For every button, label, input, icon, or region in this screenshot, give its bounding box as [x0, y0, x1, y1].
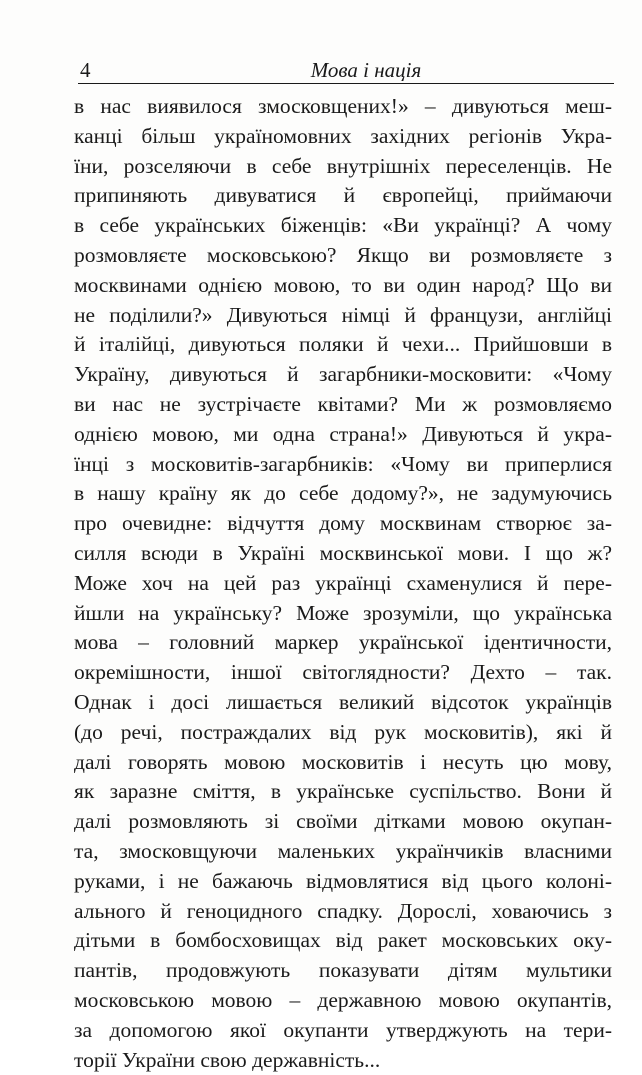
page-number: 4 — [80, 58, 91, 82]
running-head — [78, 56, 614, 84]
text-line: москвинами однією мовою, то ви один народ? Що ви — [74, 271, 612, 301]
text-line: не поділили?» Дивуються німці й французи, англійці — [74, 301, 612, 331]
text-line: припиняють дивуватися й європейці, приймаючи — [74, 181, 612, 211]
text-line: окремішности, іншої світоглядности? Дехто – так. — [74, 658, 612, 688]
text-line: Може хоч на цей раз українці схаменулися й пере- — [74, 569, 612, 599]
text-line: та, змосковщуючи маленьких українчиків власними — [74, 837, 612, 867]
text-line: пантів, продовжують показувати дітям мультики — [74, 956, 612, 986]
header-rule — [78, 83, 614, 84]
text-line: в нас виявилося змосковщених!» – дивуються меш- — [74, 92, 612, 122]
text-line: як заразне сміття, в українське суспільство. Вони й — [74, 777, 612, 807]
text-line: дітьми в бомбосховищах від ракет московських оку- — [74, 926, 612, 956]
text-line: й італійці, дивуються поляки й чехи... Прийшовши в — [74, 330, 612, 360]
text-line: ального й геноцидного спадку. Дорослі, ховаючись з — [74, 897, 612, 927]
text-line: далі розмовляють зі своїми дітками мовою окупан- — [74, 807, 612, 837]
text-line: Україну, дивуються й загарбники-московити: «Чому — [74, 360, 612, 390]
text-line: їни, розселяючи в себе внутрішніх переселенців. Не — [74, 152, 612, 182]
text-line: торії України свою державність... — [74, 1046, 612, 1075]
text-line: в нашу країну як до себе додому?», не задумуючись — [74, 479, 612, 509]
text-line: ви нас не зустрічаєте квітами? Ми ж розмовляємо — [74, 390, 612, 420]
text-line: канці більш україномовних західних регіонів Укра- — [74, 122, 612, 152]
text-line: московською мовою – державною мовою окупантів, — [74, 986, 612, 1016]
text-line: про очевидне: відчуття дому москвинам створює за- — [74, 509, 612, 539]
text-line: (до речі, постраждалих від рук московитів), які й — [74, 718, 612, 748]
text-line: далі говорять мовою московитів і несуть цю мову, — [74, 748, 612, 778]
text-line: їнці з московитів-загарбників: «Чому ви приперлися — [74, 450, 612, 480]
body-text — [74, 92, 612, 1075]
text-line: мова – головний маркер української ідентичности, — [74, 628, 612, 658]
text-line: Однак і досі лишається великий відсоток українців — [74, 688, 612, 718]
running-title: Мова і нація — [78, 58, 614, 82]
text-line: в себе українських біженців: «Ви українці? А чому — [74, 211, 612, 241]
text-line: йшли на українську? Може зрозуміли, що українська — [74, 599, 612, 629]
text-line: руками, і не бажаючь відмовлятися від цього колоні- — [74, 867, 612, 897]
text-line: за допомогою якої окупанти утверджують на тери- — [74, 1016, 612, 1046]
text-line: силля всюди в Україні москвинської мови. І що ж? — [74, 539, 612, 569]
text-line: розмовляєте московською? Якщо ви розмовляєте з — [74, 241, 612, 271]
text-line: однією мовою, ми одна страна!» Дивуються й укра- — [74, 420, 612, 450]
